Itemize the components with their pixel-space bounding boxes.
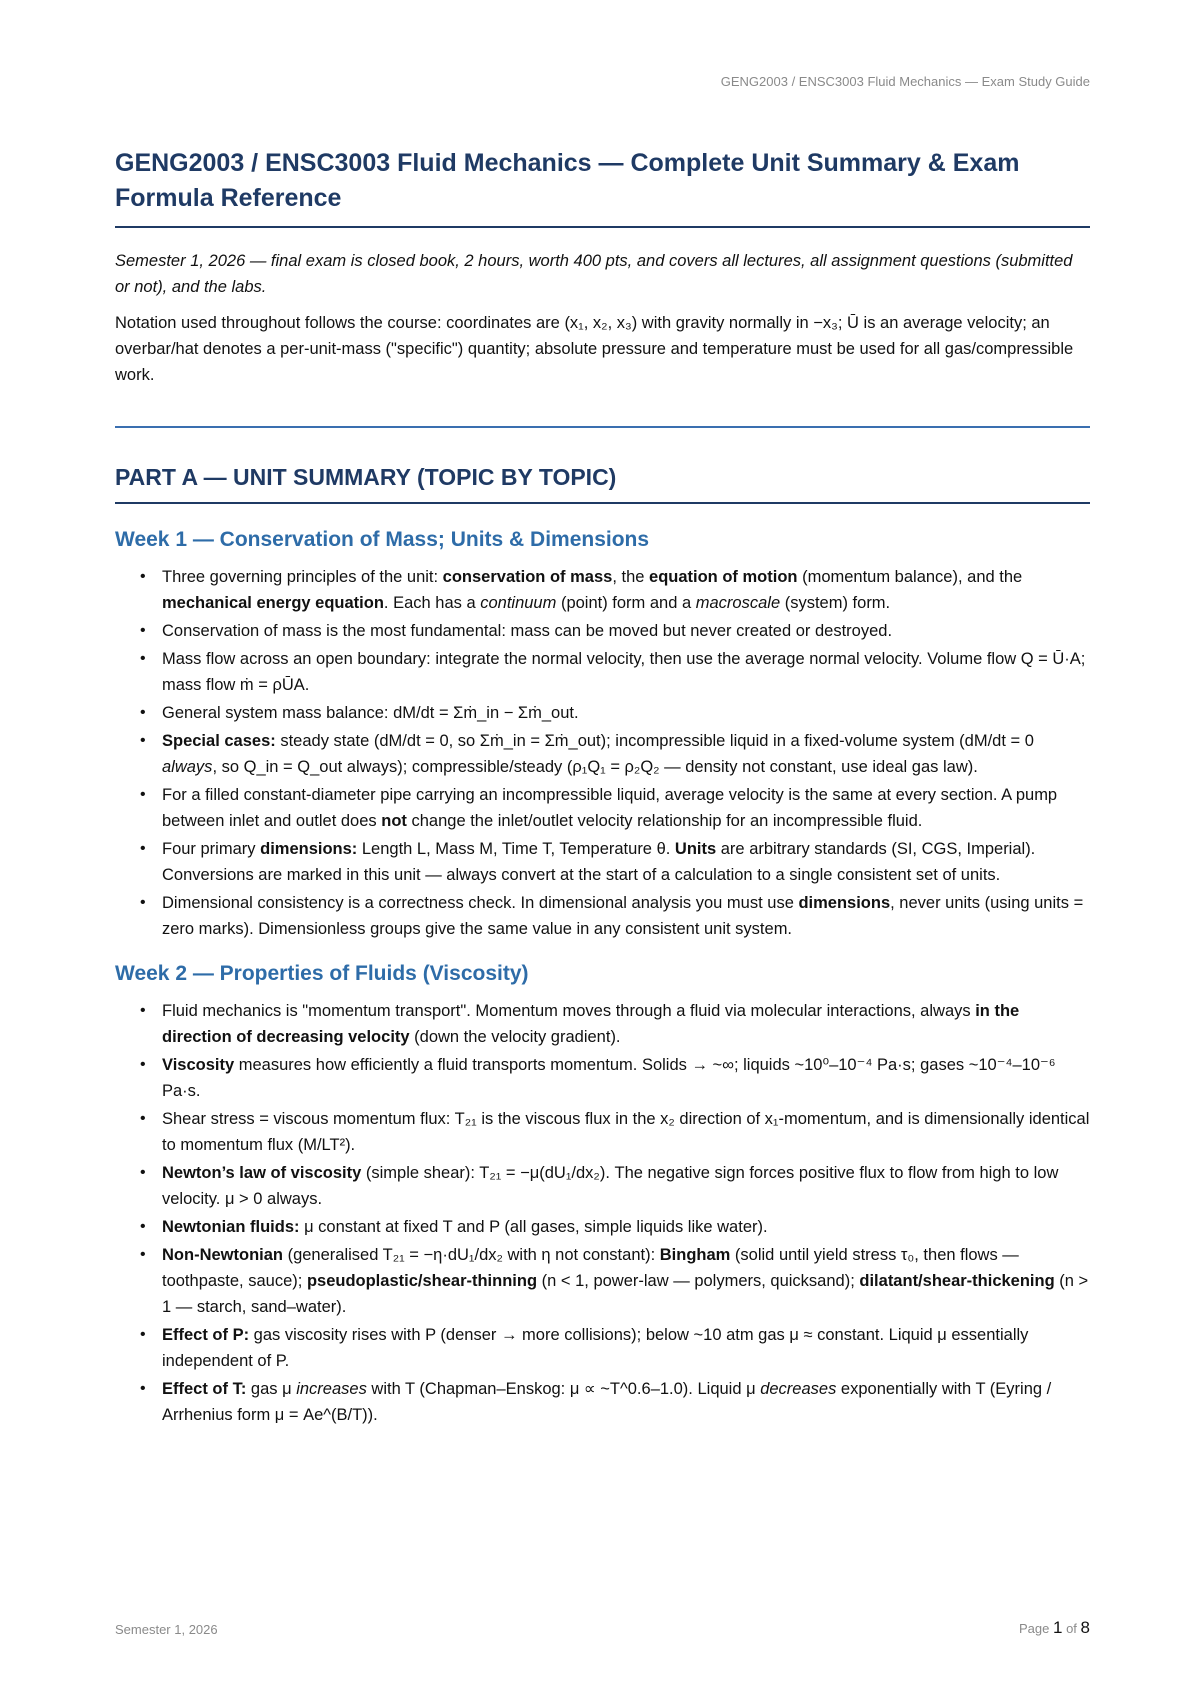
page-content: [115, 146, 1090, 1430]
bullet-item: • Viscosity measures how efficiently a fluid transports momentum. Solids → ~∞; liquids ~10⁰–10⁻⁴ Pa·s; gases ~10⁻⁴–10⁻⁶ Pa·s.: [115, 1052, 1090, 1104]
bullet-item: • Four primary dimensions: Length L, Mass M, Time T, Temperature θ. Units are arbitrary standards (SI, CGS, Imperial). Conversions are marked in this unit — always convert at the start of a calculation to a single consistent set of units.: [115, 836, 1090, 888]
intro-paragraph: Semester 1, 2026 — final exam is closed book, 2 hours, worth 400 pts, and covers all lectures, all assignment questions (submitted or not), and the labs.: [115, 252, 1073, 296]
part-a-divider: [115, 502, 1090, 504]
bullet-item: • Effect of T: gas μ increases with T (Chapman–Enskog: μ ∝ ~T^0.6–1.0). Liquid μ decreases exponentially with T (Eyring / Arrhenius form μ = Ae^(B/T)).: [115, 1376, 1090, 1428]
notation-paragraph: Notation used throughout follows the course: coordinates are (x₁, x₂, x₃) with gravity normally in −x₃; Ū is an average velocity; an overbar/hat denotes a per-unit-mass ("specific") quantity; absolute pressure and temperature must be used for all gas/compressible work.: [115, 314, 1074, 384]
title-divider: [115, 226, 1090, 228]
current-page: 1: [1052, 1618, 1063, 1637]
total-pages: 8: [1080, 1618, 1090, 1637]
week2-heading: Week 2 — Properties of Fluids (Viscosity): [115, 962, 529, 985]
running-header: GENG2003 / ENSC3003 Fluid Mechanics — Exam Study Guide: [720, 74, 1090, 89]
bullet-item: • Newtonian fluids: μ constant at fixed T and P (all gases, simple liquids like water).: [115, 1214, 1090, 1240]
bullet-item: • Non-Newtonian (generalised T₂₁ = −η·dU₁/dx₂ with η not constant): Bingham (solid until yield stress τ₀, then flows — toothpaste, sauce); pseudoplastic/shear-thinning (n < 1, power-law — polymers, quicksand); dilatant/shear-thickening (n > 1 — starch, sand–water).: [115, 1242, 1090, 1320]
footer-semester: Semester 1, 2026: [115, 1622, 218, 1637]
page-word: Page: [1018, 1621, 1050, 1636]
footer-page-number: [1019, 1618, 1090, 1638]
bullet-item: • General system mass balance: dM/dt = Σṁ_in − Σṁ_out.: [115, 700, 1090, 726]
document-title: GENG2003 / ENSC3003 Fluid Mechanics — Complete Unit Summary & Exam Formula Reference: [115, 149, 1020, 212]
bullet-item: • Mass flow across an open boundary: integrate the normal velocity, then use the average normal velocity. Volume flow Q = Ū·A; mass flow ṁ = ρŪA.: [115, 646, 1090, 698]
bullet-item: • Conservation of mass is the most fundamental: mass can be moved but never created or destroyed.: [115, 618, 1090, 644]
bullet-item: • Fluid mechanics is "momentum transport". Momentum moves through a fluid via molecular interactions, always in the direction of decreasing velocity (down the velocity gradient).: [115, 998, 1090, 1050]
week1-bullet-list: [115, 564, 1090, 942]
week1-heading: Week 1 — Conservation of Mass; Units & Dimensions: [115, 528, 650, 551]
bullet-item: • Three governing principles of the unit: conservation of mass, the equation of motion (momentum balance), and the mechanical energy equation. Each has a continuum (point) form and a macroscale (system) form.: [115, 564, 1090, 616]
bullet-item: • Shear stress = viscous momentum flux: T₂₁ is the viscous flux in the x₂ direction of x₁-momentum, and is dimensionally identical to momentum flux (M/LT²).: [115, 1106, 1090, 1158]
of-word: of: [1066, 1621, 1077, 1636]
section-divider: [115, 426, 1090, 428]
part-a-heading: PART A — UNIT SUMMARY (TOPIC BY TOPIC): [115, 464, 617, 490]
bullet-item: • Newton’s law of viscosity (simple shear): T₂₁ = −μ(dU₁/dx₂). The negative sign forces positive flux to flow from high to low velocity. μ > 0 always.: [115, 1160, 1090, 1212]
week2-bullet-list: [115, 998, 1090, 1428]
bullet-item: • Effect of P: gas viscosity rises with P (denser → more collisions); below ~10 atm gas μ ≈ constant. Liquid μ essentially independent of P.: [115, 1322, 1090, 1374]
bullet-item: • Dimensional consistency is a correctness check. In dimensional analysis you must use dimensions, never units (using units = zero marks). Dimensionless groups give the same value in any consistent unit system.: [115, 890, 1090, 942]
bullet-item: • Special cases: steady state (dM/dt = 0, so Σṁ_in = Σṁ_out); incompressible liquid in a fixed-volume system (dM/dt = 0 always, so Q_in = Q_out always); compressible/steady (ρ₁Q₁ = ρ₂Q₂ — density not constant, use ideal gas law).: [115, 728, 1090, 780]
bullet-item: • For a filled constant-diameter pipe carrying an incompressible liquid, average velocity is the same at every section. A pump between inlet and outlet does not change the inlet/outlet velocity relationship for an incompressible fluid.: [115, 782, 1090, 834]
